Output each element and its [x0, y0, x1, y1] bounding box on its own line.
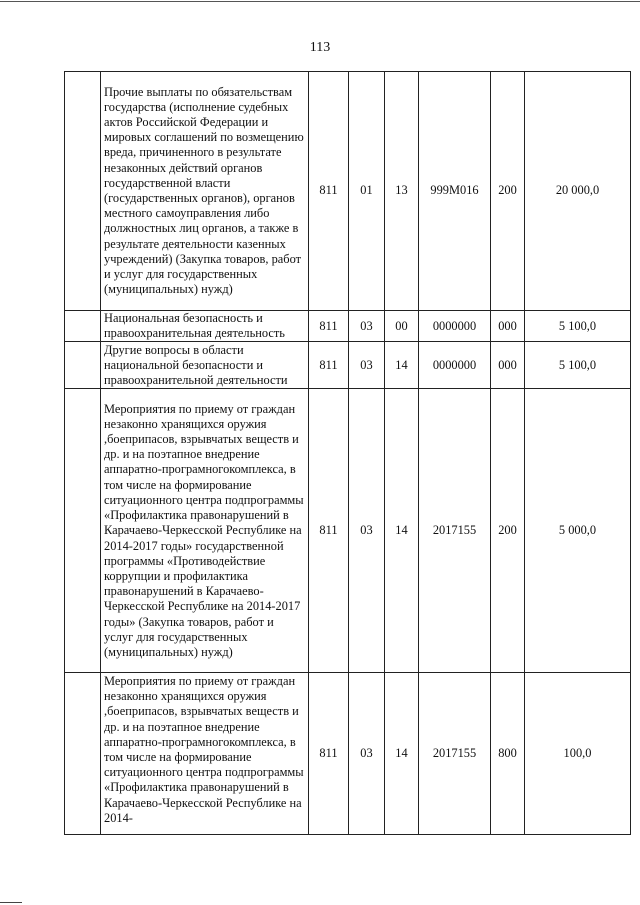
page-number: 113 [309, 40, 331, 55]
table-row [65, 72, 631, 311]
expense-type-code: 200 [491, 72, 525, 311]
target-article-code: 0000000 [419, 342, 491, 389]
subsection-code: 14 [385, 389, 419, 673]
page-top-edge [0, 1, 640, 2]
ved-code: 811 [309, 311, 349, 342]
target-article-code: 0000000 [419, 311, 491, 342]
budget-table [64, 71, 631, 835]
expense-type-code: 000 [491, 342, 525, 389]
amount: 20 000,0 [525, 72, 631, 311]
expense-type-code: 200 [491, 389, 525, 673]
row-name: Мероприятия по приему от граждан незаконно хранящихся оружия ,боеприпасов, взрывчатых веществ и др. и на поэтапное внедрение аппаратно-програмногокомплекса, в том числе на формирование ситуационного центра подпрограммы «Профилактика правонарушений в Карачаево-Черкесской Республике на 2014-2017 годы» государственной программы «Противодействие коррупции и профилактика правонарушений в Карачаево-Черкесской Республике на 2014-2017 годы» (Закупка товаров, работ и услуг для государственных (муниципальных) нужд) [101, 389, 309, 673]
section-code: 03 [349, 342, 385, 389]
empty-cell [65, 72, 101, 311]
ved-code: 811 [309, 389, 349, 673]
amount: 100,0 [525, 673, 631, 835]
amount: 5 100,0 [525, 311, 631, 342]
empty-cell [65, 673, 101, 835]
expense-type-code: 800 [491, 673, 525, 835]
page-bottom-edge [0, 902, 22, 903]
table-row [65, 311, 631, 342]
subsection-code: 14 [385, 342, 419, 389]
target-article-code: 2017155 [419, 673, 491, 835]
amount: 5 100,0 [525, 342, 631, 389]
target-article-code: 2017155 [419, 389, 491, 673]
empty-cell [65, 389, 101, 673]
empty-cell [65, 311, 101, 342]
empty-cell [65, 342, 101, 389]
subsection-code: 14 [385, 673, 419, 835]
section-code: 03 [349, 311, 385, 342]
row-name-cell [101, 673, 309, 835]
ved-code: 811 [309, 342, 349, 389]
row-name: Мероприятия по приему от граждан незаконно хранящихся оружия ,боеприпасов, взрывчатых веществ и др. и на поэтапное внедрение аппаратно-програмногокомплекса, в том числе на формирование ситуационного центра подпрограммы «Профилактика правонарушений в Карачаево-Черкесской Республике на 2014- [104, 673, 304, 825]
subsection-code: 00 [385, 311, 419, 342]
expense-type-code: 000 [491, 311, 525, 342]
target-article-code: 999М016 [419, 72, 491, 311]
row-name: Другие вопросы в области национальной безопасности и правоохранительной деятельности [101, 342, 309, 389]
section-code: 03 [349, 673, 385, 835]
section-code: 01 [349, 72, 385, 311]
amount: 5 000,0 [525, 389, 631, 673]
ved-code: 811 [309, 673, 349, 835]
row-name: Прочие выплаты по обязательствам государства (исполнение судебных актов Российской Федерации и мировых соглашений по возмещению вреда, причиненного в результате незаконных действий органов государственной власти (государственных органов), органов местного самоуправления либо должностных лиц органов, а также в результате деятельности казенных учреждений) (Закупка товаров, работ и услуг для государственных (муниципальных) нужд) [101, 72, 309, 311]
table-row [65, 342, 631, 389]
section-code: 03 [349, 389, 385, 673]
ved-code: 811 [309, 72, 349, 311]
table-row [65, 389, 631, 673]
subsection-code: 13 [385, 72, 419, 311]
row-name: Национальная безопасность и правоохранительная деятельность [101, 311, 309, 342]
table-row [65, 673, 631, 835]
